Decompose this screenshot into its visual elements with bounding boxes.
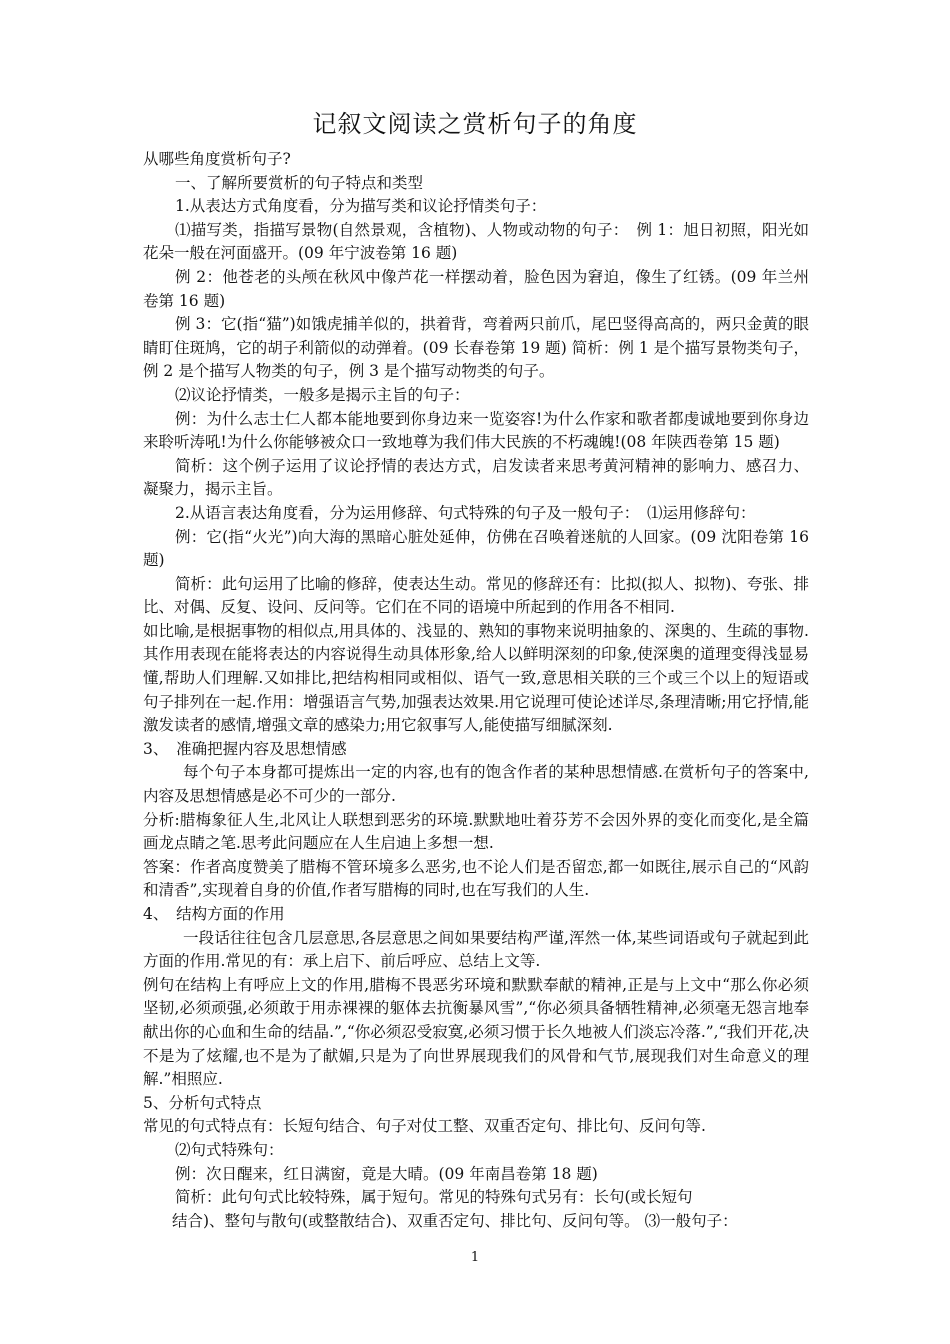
paragraph: 例 3：它(指“猫”)如饿虎捕羊似的，拱着背，弯着两只前爪，尾巴竖得高高的，两只金黄的眼睛盯住斑鸠，它的胡子利箭似的动弹着。(09 长春卷第 19 题) 简析：例 1 是个描写景物类句子，例 2 是个描写人物类的句子，例 3 是个描写动物类的句子。 — [143, 315, 809, 381]
section-heading: 一、了解所要赏析的句子特点和类型 — [175, 173, 424, 192]
paragraph: 分析:腊梅象征人生,北风让人联想到恶劣的环境.默默地吐着芬芳不会因外界的变化而变化,是全篇画龙点睛之笔.思考此问题应在人生启迪上多想一想. — [143, 810, 809, 853]
paragraph: 1.从表达方式角度看，分为描写类和议论抒情类句子： — [175, 197, 547, 216]
document-body — [143, 148, 809, 1233]
paragraph: 常见的句式特点有：长短句结合、句子对仗工整、双重否定句、排比句、反问句等. — [143, 1117, 706, 1136]
paragraph: ⑵议论抒情类，一般多是揭示主旨的句子： — [175, 385, 470, 404]
paragraph: 答案：作者高度赞美了腊梅不管环境多么恶劣,也不论人们是否留恋,都一如既往,展示自己的“风韵和清香”,实现着自身的价值,作者写腊梅的同时,也在写我们的人生. — [143, 857, 809, 900]
paragraph: ⑵句式特殊句： — [175, 1140, 284, 1159]
paragraph: 2.从语言表达角度看，分为运用修辞、句式特殊的句子及一般句子： ⑴运用修辞句： — [175, 503, 756, 522]
document-title: 记叙文阅读之赏析句子的角度 — [312, 110, 638, 138]
paragraph: ⑴描写类，指描写景物(自然景观，含植物)、人物或动物的句子： 例 1：旭日初照，阳光如花朵一般在河面盛开。(09 年宁波卷第 16 题) — [143, 220, 809, 263]
paragraph: 简析：此句运用了比喻的修辞，使表达生动。常见的修辞还有：比拟(拟人、拟物)、夸张、排比、对偶、反复、设问、反问等。它们在不同的语境中所起到的作用各不相同. — [143, 574, 809, 617]
section-heading: 3、 准确把握内容及思想情感 — [143, 739, 347, 758]
paragraph: 例：为什么志士仁人都本能地要到你身边来一览姿容!为什么作家和歌者都虔诚地要到你身边来聆听涛吼!为什么你能够被众口一致地尊为我们伟大民族的不朽魂魄!(08 年陕西卷第 15 题) — [143, 409, 809, 452]
paragraph: 例：次日醒来，红日满窗，竟是大晴。(09 年南昌卷第 18 题) — [175, 1164, 598, 1183]
paragraph: 一段话往往包含几层意思,各层意思之间如果要结构严谨,浑然一体,某些词语或句子就起到此方面的作用.常见的有：承上启下、前后呼应、总结上文等. — [143, 928, 809, 971]
paragraph: 简析：此句句式比较特殊，属于短句。常见的特殊句式另有：长句(或长短句 — [175, 1188, 693, 1207]
section-heading: 5、分析句式特点 — [143, 1093, 262, 1112]
paragraph: 例：它(指“火光”)向大海的黑暗心脏处延伸，仿佛在召唤着迷航的人回家。(09 沈阳卷第 16 题) — [143, 527, 809, 570]
paragraph: 结合)、整句与散句(或整散结合)、双重否定句、排比句、反问句等。 ⑶一般句子： — [172, 1211, 738, 1230]
paragraph: 例句在结构上有呼应上文的作用,腊梅不畏恶劣环境和默默奉献的精神,正是与上文中“那么你必须坚韧,必须顽强,必须敢于用赤裸裸的躯体去抗衡暴风雪”,“你必须具备牺牲精神,必须毫无怨言地奉献出你的心血和生命的结晶.”,“你必须忍受寂寞,必须习惯于长久地被人们淡忘冷落.”,“我们开花,决不是为了炫耀,也不是为了献媚,只是为了向世界展现我们的风骨和气节,展现我们对生命意义的理解.”相照应. — [143, 975, 809, 1089]
paragraph: 每个句子本身都可提炼出一定的内容,也有的饱含作者的某种思想情感.在赏析句子的答案中,内容及思想情感是必不可少的一部分. — [143, 763, 809, 806]
paragraph: 如比喻,是根据事物的相似点,用具体的、浅显的、熟知的事物来说明抽象的、深奥的、生疏的事物.其作用表现在能将表达的内容说得生动具体形象,给人以鲜明深刻的印象,使深奥的道理变得浅显易懂,帮助人们理解.又如排比,把结构相同或相似、语气一致,意思相关联的三个或三个以上的短语或句子排列在一起.作用：增强语言气势,加强表达效果.用它说理可使论述详尽,条理清晰;用它抒情,能激发读者的感情,增强文章的感染力;用它叙事写人,能使描写细腻深刻. — [143, 621, 809, 735]
paragraph: 简析：这个例子运用了议论抒情的表达方式，启发读者来思考黄河精神的影响力、感召力、凝聚力，揭示主旨。 — [143, 456, 809, 499]
paragraph: 例 2：他苍老的头颅在秋风中像芦花一样摆动着，脸色因为窘迫，像生了红锈。(09 年兰州卷第 16 题) — [143, 267, 809, 310]
section-heading: 4、 结构方面的作用 — [143, 905, 285, 923]
page-number: 1 — [470, 1250, 480, 1265]
paragraph: 从哪些角度赏析句子? — [143, 150, 291, 168]
